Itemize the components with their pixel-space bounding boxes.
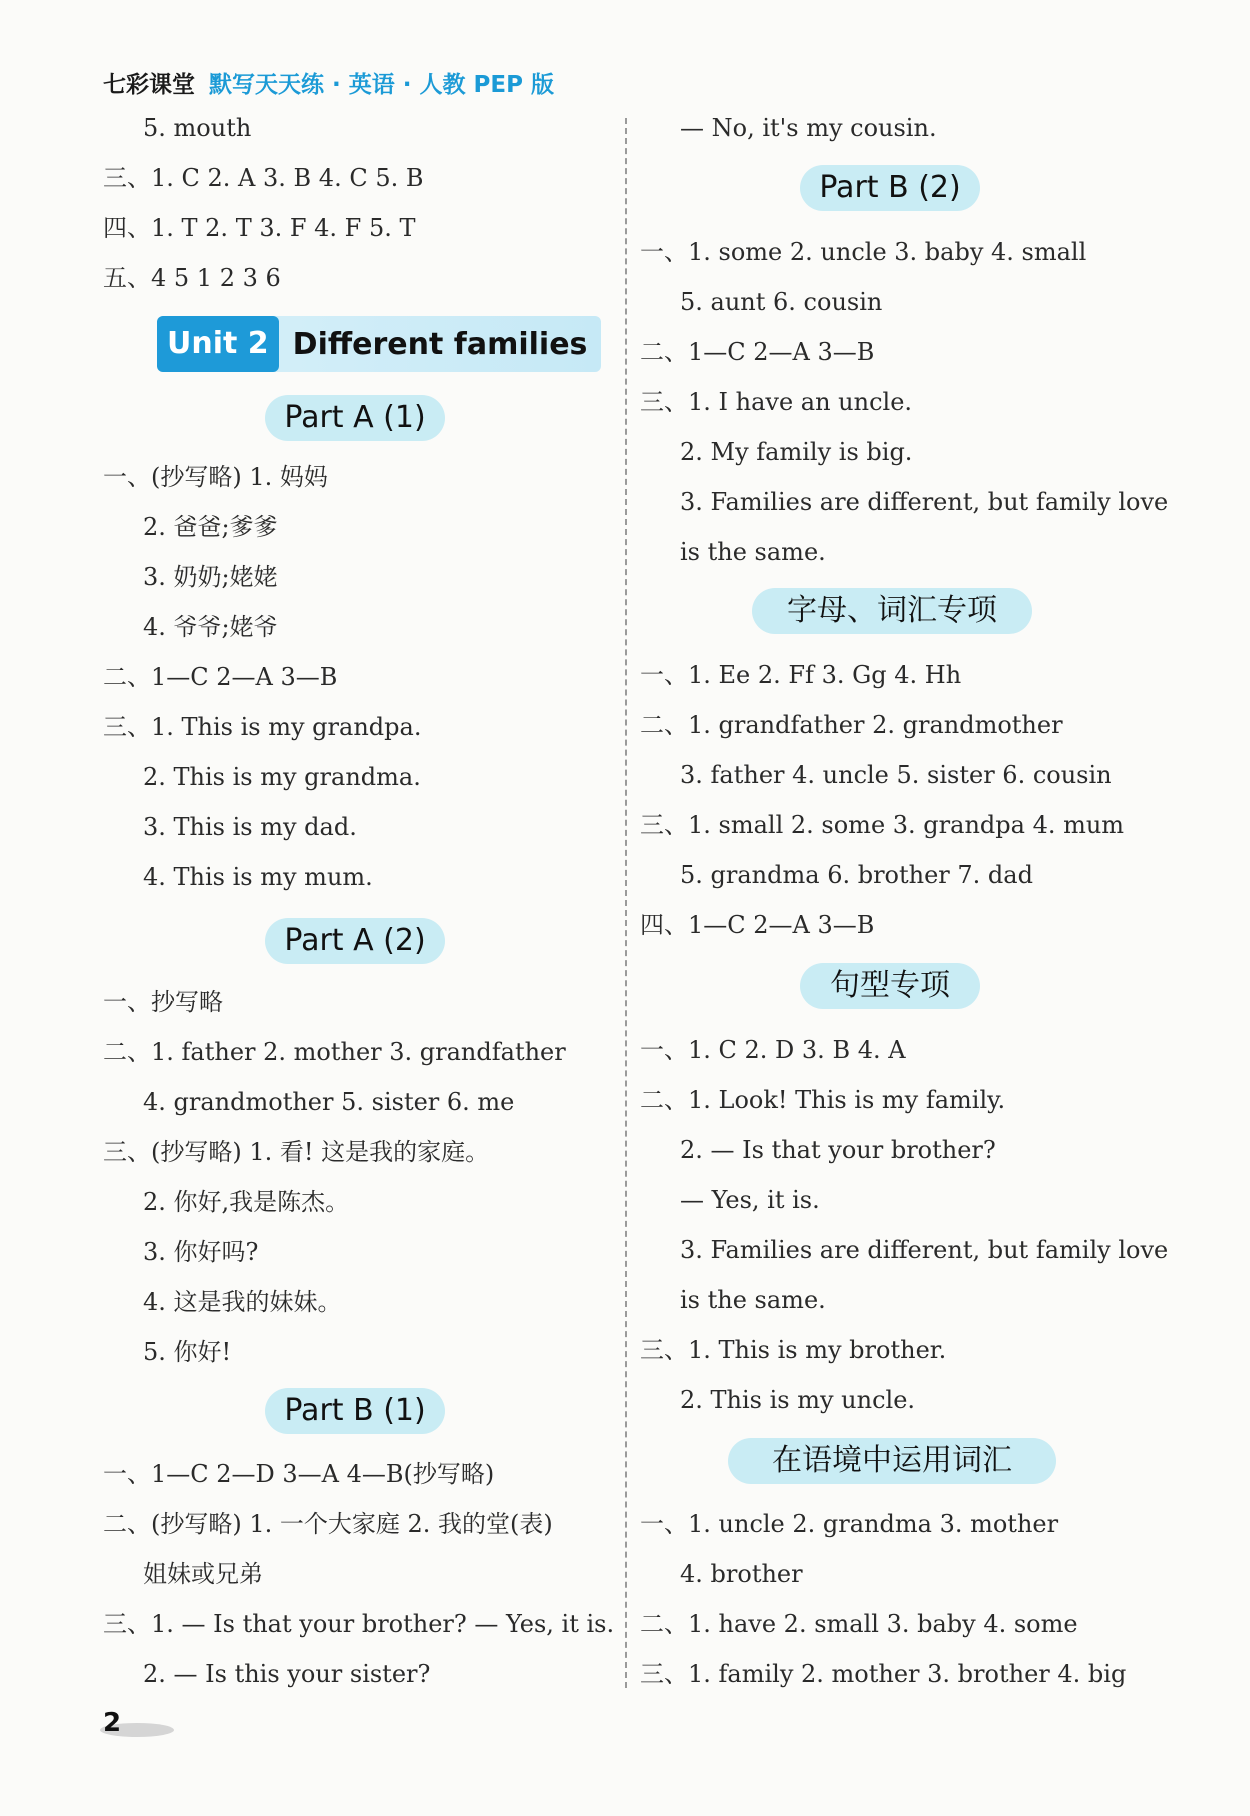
answer-line: 一、(抄写略) 1. 妈妈	[103, 463, 328, 491]
answer-line: 一、1. uncle 2. grandma 3. mother	[640, 1510, 1059, 1538]
answer-line: 2. — Is that your brother?	[680, 1136, 996, 1164]
answer-line: 2. My family is big.	[680, 438, 913, 466]
section-header-part-a1: Part A (1)	[265, 395, 445, 441]
answer-line: 2. 爸爸;爹爹	[143, 513, 278, 541]
section-header-part-b2: Part B (2)	[800, 165, 980, 211]
unit-banner	[157, 316, 601, 372]
answer-line: 5. grandma 6. brother 7. dad	[680, 861, 1033, 889]
answer-line: 二、1—C 2—A 3—B	[103, 663, 338, 691]
unit-title: Different families	[292, 326, 588, 362]
answer-line: 一、1. C 2. D 3. B 4. A	[640, 1036, 906, 1064]
answer-line: 三、1. family 2. mother 3. brother 4. big	[640, 1660, 1127, 1688]
answer-line: 三、1. This is my grandpa.	[103, 713, 422, 741]
answer-line: 二、1. Look! This is my family.	[640, 1086, 1006, 1114]
answer-line: 4. grandmother 5. sister 6. me	[143, 1088, 515, 1116]
answer-line: is the same.	[680, 538, 826, 566]
answer-line: 三、(抄写略) 1. 看! 这是我的家庭。	[103, 1138, 490, 1166]
answer-line: 五、4 5 1 2 3 6	[103, 264, 281, 292]
answer-line: 二、1. have 2. small 3. baby 4. some	[640, 1610, 1078, 1638]
answer-line: 二、(抄写略) 1. 一个大家庭 2. 我的堂(表)	[103, 1510, 553, 1538]
answer-line: 5. 你好!	[143, 1338, 232, 1366]
answer-line: 2. This is my grandma.	[143, 763, 421, 791]
section-header-vocab: 字母、词汇专项	[752, 588, 1032, 634]
answer-line: 三、1. I have an uncle.	[640, 388, 913, 416]
answer-line: 三、1. — Is that your brother? — Yes, it is.	[103, 1610, 615, 1638]
answer-line: 四、1—C 2—A 3—B	[640, 911, 875, 939]
answer-line: 3. This is my dad.	[143, 813, 357, 841]
answer-line: 二、1. father 2. mother 3. grandfather	[103, 1038, 566, 1066]
section-header-part-a2: Part A (2)	[265, 918, 445, 964]
answer-line: 3. father 4. uncle 5. sister 6. cousin	[680, 761, 1112, 789]
answer-line: 3. 奶奶;姥姥	[143, 563, 278, 591]
section-header-part-b1: Part B (1)	[265, 1388, 445, 1434]
column-divider	[625, 118, 627, 1688]
answer-line: 三、1. C 2. A 3. B 4. C 5. B	[103, 164, 424, 192]
answer-line: 姐妹或兄弟	[143, 1560, 263, 1588]
answer-line: 三、1. small 2. some 3. grandpa 4. mum	[640, 811, 1125, 839]
answer-line: 4. 爷爷;姥爷	[143, 613, 278, 641]
answer-line: 3. Families are different, but family love	[680, 1236, 1169, 1264]
answer-line: 二、1. grandfather 2. grandmother	[640, 711, 1063, 739]
brand-name: 七彩课堂	[103, 72, 195, 98]
answer-line: 2. 你好,我是陈杰。	[143, 1188, 350, 1216]
answer-line: 四、1. T 2. T 3. F 4. F 5. T	[103, 214, 416, 242]
answer-line: 一、1. some 2. uncle 3. baby 4. small	[640, 238, 1087, 266]
answer-line: 一、抄写略	[103, 988, 223, 1016]
answer-line: 二、1—C 2—A 3—B	[640, 338, 875, 366]
answer-line: 5. mouth	[143, 114, 252, 142]
running-head	[103, 66, 554, 99]
unit-number: Unit 2	[157, 316, 279, 372]
answer-line: 4. brother	[680, 1560, 803, 1588]
answer-line: 2. — Is this your sister?	[143, 1660, 431, 1688]
answer-line: 3. 你好吗?	[143, 1238, 259, 1266]
answer-line: 3. Families are different, but family love	[680, 488, 1169, 516]
answer-line: — No, it's my cousin.	[680, 114, 937, 142]
answer-line: 5. aunt 6. cousin	[680, 288, 883, 316]
answer-line: 4. 这是我的妹妹。	[143, 1288, 342, 1316]
answer-line: — Yes, it is.	[680, 1186, 820, 1214]
answer-line: is the same.	[680, 1286, 826, 1314]
section-header-sentence: 句型专项	[800, 963, 980, 1009]
page-number: 2	[103, 1708, 122, 1738]
answer-line: 4. This is my mum.	[143, 863, 373, 891]
answer-line: 2. This is my uncle.	[680, 1386, 916, 1414]
series-title: 默写天天练 · 英语 · 人教 PEP 版	[209, 72, 554, 98]
answer-line: 三、1. This is my brother.	[640, 1336, 947, 1364]
answer-line: 一、1. Ee 2. Ff 3. Gg 4. Hh	[640, 661, 962, 689]
answer-line: 一、1—C 2—D 3—A 4—B(抄写略)	[103, 1460, 495, 1488]
section-header-context: 在语境中运用词汇	[728, 1438, 1056, 1484]
